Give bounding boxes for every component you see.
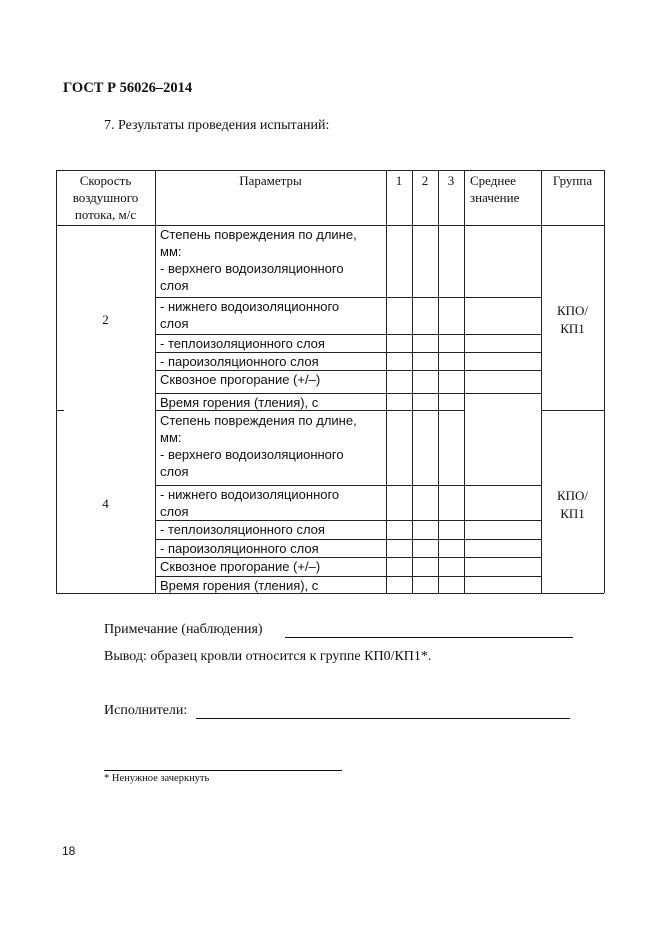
- conclusion-text: Вывод: образец кровли относится к группе КП0/КП1*.: [104, 649, 432, 664]
- executors-label: Исполнители:: [104, 703, 188, 718]
- parameter-label: мм:: [160, 244, 182, 259]
- table-bottom-border: [56, 593, 604, 594]
- parameter-label: слоя: [160, 316, 189, 331]
- section-title: 7. Результаты проведения испытаний:: [104, 118, 330, 133]
- table-col-border: [56, 170, 57, 593]
- table-top-border: [56, 170, 604, 171]
- group-value: КП1: [560, 321, 585, 336]
- parameter-label: слоя: [160, 464, 189, 479]
- parameter-label: Время горения (тления), с: [160, 578, 319, 593]
- parameter-label: - теплоизоляционного слоя: [160, 336, 325, 351]
- parameter-label: - теплоизоляционного слоя: [160, 522, 325, 537]
- parameter-label: - пароизоляционного слоя: [160, 541, 319, 556]
- col-header-average: значение: [470, 190, 520, 205]
- table-col-border: [464, 170, 465, 593]
- col-header-average: Среднее: [470, 173, 516, 188]
- col-header-trial-1: 1: [395, 173, 403, 188]
- note-label: Примечание (наблюдения): [104, 622, 263, 637]
- col-header-trial-2: 2: [421, 173, 429, 188]
- table-col-border: [412, 170, 413, 593]
- group-block-border: [541, 410, 604, 411]
- speed-value: 2: [102, 312, 109, 327]
- table-col-border: [155, 170, 156, 593]
- group-value: КП1: [560, 506, 585, 521]
- parameter-label: слоя: [160, 504, 189, 519]
- block-divider-segment: [56, 410, 64, 411]
- parameter-label: Сквозное прогорание (+/–): [160, 372, 321, 387]
- parameter-label: слоя: [160, 278, 189, 293]
- group-value: КПО/: [556, 303, 589, 318]
- col-header-speed: Скорость: [79, 173, 132, 188]
- parameter-label: Сквозное прогорание (+/–): [160, 559, 321, 574]
- table-col-border: [541, 170, 542, 593]
- executors-blank-line[interactable]: [196, 718, 570, 719]
- parameter-label: - пароизоляционного слоя: [160, 354, 319, 369]
- col-header-parameters: Параметры: [239, 173, 302, 188]
- col-header-speed: потока, м/с: [74, 207, 137, 222]
- footnote-divider: [104, 770, 342, 771]
- col-header-speed: воздушного: [72, 190, 139, 205]
- parameter-label: Время горения (тления), с: [160, 395, 319, 410]
- parameter-label: мм:: [160, 430, 182, 445]
- footnote-text: * Ненужное зачеркнуть: [104, 773, 210, 784]
- group-value: КПО/: [556, 488, 589, 503]
- table-col-border: [438, 170, 439, 593]
- table-col-border: [386, 170, 387, 593]
- table-col-border: [604, 170, 605, 593]
- parameter-label: - нижнего водоизоляционного: [160, 487, 340, 502]
- note-blank-line[interactable]: [285, 637, 573, 638]
- parameter-label: - нижнего водоизоляционного: [160, 299, 340, 314]
- col-header-group: Группа: [552, 173, 593, 188]
- parameter-label: Степень повреждения по длине,: [160, 227, 357, 242]
- parameter-label: - верхнего водоизоляционного: [160, 261, 344, 276]
- parameter-label: - верхнего водоизоляционного: [160, 447, 344, 462]
- col-header-trial-3: 3: [447, 173, 455, 188]
- document-header: ГОСТ Р 56026–2014: [63, 80, 193, 96]
- speed-value: 4: [102, 496, 109, 511]
- page-number: 18: [62, 844, 76, 858]
- parameter-label: Степень повреждения по длине,: [160, 413, 357, 428]
